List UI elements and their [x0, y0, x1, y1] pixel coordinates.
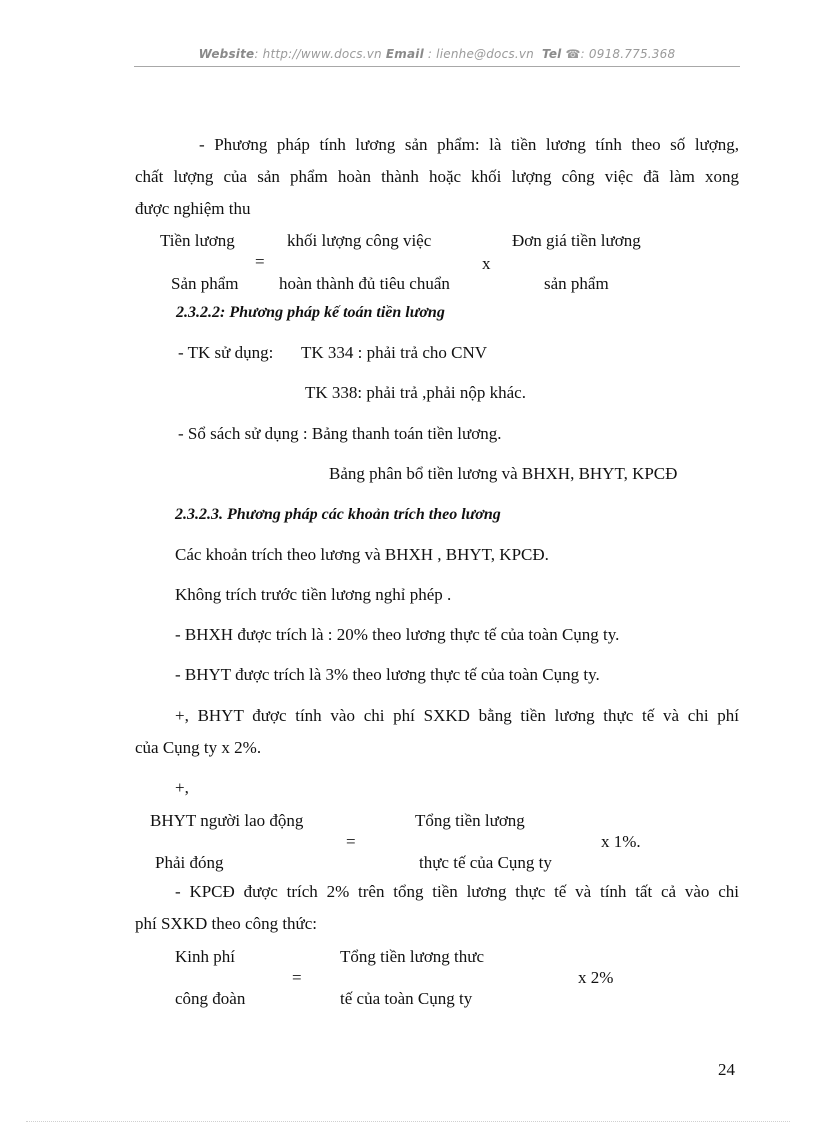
formula-equals: =: [255, 252, 265, 271]
formula-term: công đoàn: [175, 989, 246, 1008]
formula-equals: =: [346, 832, 356, 851]
formula-term: hoàn thành đủ tiêu chuẩn: [279, 274, 450, 293]
paragraph-line: chất lượng của sản phẩm hoàn thành hoặc khối lượng công việc đã làm xong: [135, 167, 739, 186]
formula-multiply: x 1%.: [601, 832, 641, 851]
tel-value: : 0918.775.368: [580, 47, 676, 61]
paragraph-line: - Phương pháp tính lương sản phẩm: là tiền lương tính theo số lượng,: [199, 135, 739, 154]
formula-multiply: x: [482, 254, 491, 273]
paragraph-line: phí SXKD theo công thức:: [135, 914, 318, 933]
page-number: 24: [718, 1060, 735, 1079]
tel-label: Tel: [542, 47, 562, 61]
paragraph-line: +,: [175, 778, 189, 797]
formula-term: Tiền lương: [160, 231, 235, 250]
phone-icon: ☎: [565, 47, 581, 61]
paragraph-line: của Cụng ty x 2%.: [135, 738, 262, 757]
formula-term: BHYT người lao động: [150, 811, 304, 830]
paragraph-line: được nghiệm thu: [135, 199, 251, 218]
section-heading: 2.3.2.2: Phương pháp kế toán tiền lương: [176, 304, 445, 321]
formula-term: tế của toàn Cụng ty: [340, 989, 473, 1008]
paragraph-line: - BHXH được trích là : 20% theo lương thực tế của toàn Cụng ty.: [175, 625, 620, 644]
tk-item: TK 338: phải trả ,phải nộp khác.: [305, 383, 526, 402]
paragraph-line: - KPCĐ được trích 2% trên tổng tiền lương thực tế và tính tất cả vào chi: [175, 882, 739, 901]
page-header: [134, 47, 740, 61]
formula-term: Phải đóng: [155, 853, 224, 872]
formula-term: Tổng tiền lương: [415, 811, 525, 830]
paragraph-line: Các khoản trích theo lương và BHXH , BHYT, KPCĐ.: [175, 545, 549, 564]
formula-term: sản phẩm: [544, 274, 609, 293]
email-value: : lienhe@docs.vn: [427, 47, 534, 61]
paragraph-line: Không trích trước tiền lương nghỉ phép .: [175, 585, 452, 604]
paragraph-line: - BHYT được trích là 3% theo lương thực tế của toàn Cụng ty.: [175, 665, 600, 684]
website-value: : http://www.docs.vn: [254, 47, 382, 61]
tk-label: - TK sử dụng:: [178, 343, 274, 362]
formula-multiply: x 2%: [578, 968, 614, 987]
paragraph-line: +, BHYT được tính vào chi phí SXKD bằng tiền lương thực tế và chi phí: [175, 706, 739, 725]
formula-term: Tổng tiền lương thưc: [340, 947, 485, 966]
formula-term: Đơn giá tiền lương: [512, 231, 641, 250]
paragraph-line: - Sổ sách sử dụng : Bảng thanh toán tiền lương.: [178, 424, 502, 443]
header-divider: [134, 66, 740, 67]
formula-term: khối lượng công việc: [287, 231, 432, 250]
formula-term: Kinh phí: [175, 947, 235, 966]
tk-item: TK 334 : phải trả cho CNV: [301, 343, 488, 362]
footer-divider: [26, 1121, 790, 1122]
formula-term: thực tế của Cụng ty: [419, 853, 552, 872]
email-label: Email: [385, 47, 424, 61]
paragraph-line: Bảng phân bổ tiền lương và BHXH, BHYT, KPCĐ: [329, 464, 678, 483]
formula-term: Sản phẩm: [171, 274, 239, 293]
website-label: Website: [198, 47, 255, 61]
section-heading: 2.3.2.3. Phương pháp các khoản trích theo lương: [175, 506, 501, 523]
formula-equals: =: [292, 968, 302, 987]
